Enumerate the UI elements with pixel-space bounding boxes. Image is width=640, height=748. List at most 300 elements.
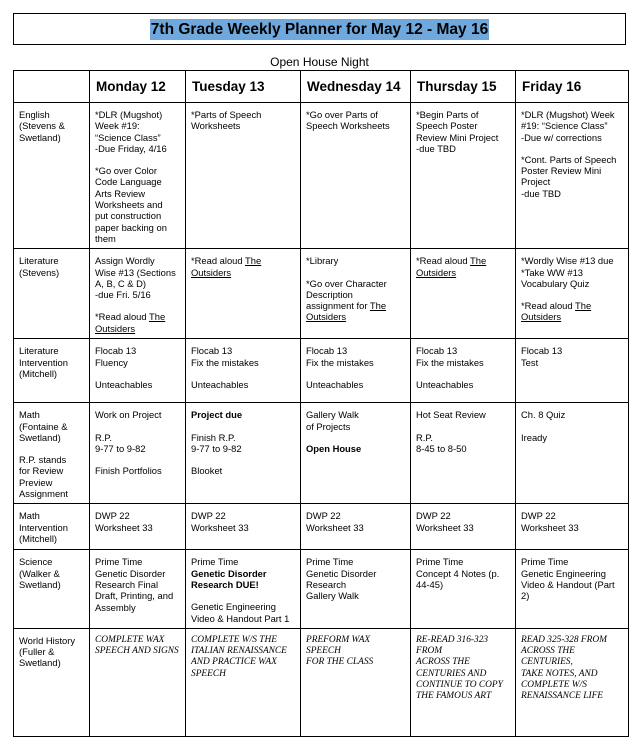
subject-row xyxy=(14,504,629,550)
assignment-text: -due Fri. 5/16 xyxy=(95,289,151,301)
line-gap xyxy=(191,368,295,379)
assignment-text: Assembly xyxy=(95,601,136,613)
subject-label-line: for Review xyxy=(19,465,64,477)
underlined-title: Outsiders xyxy=(306,311,347,323)
assignment-text: COMPLETE W/S THE xyxy=(191,634,277,645)
assignment-line xyxy=(191,109,295,120)
assignment-line xyxy=(521,357,623,368)
assignment-line xyxy=(521,154,623,165)
assignment-text: Video & Handout (Part xyxy=(521,578,615,590)
subject-label-line: (Stevens) xyxy=(19,266,60,278)
assignment-line xyxy=(306,278,405,289)
assignment-text: Project xyxy=(521,176,551,188)
day-header: Monday 12 xyxy=(90,71,186,103)
assignment-text: Research xyxy=(306,578,347,590)
assignment-line xyxy=(191,657,295,668)
planner-body xyxy=(14,103,629,737)
subject-label-line: Swetland) xyxy=(19,131,61,143)
subject-label-line: (Fuller & xyxy=(19,646,55,658)
assignment-line xyxy=(95,635,180,646)
assignment-line xyxy=(521,522,623,533)
assignment-line xyxy=(306,568,405,579)
assignment-line xyxy=(95,602,180,613)
assignment-line xyxy=(95,165,180,176)
assignment-text: Genetic Engineering xyxy=(191,601,276,613)
assignment-cell xyxy=(90,103,186,249)
assignment-cell xyxy=(516,103,629,249)
assignment-text: Ch. 8 Quiz xyxy=(521,409,566,421)
underlined-title: Outsiders xyxy=(521,311,562,323)
assignment-line xyxy=(95,199,180,210)
assignment-line xyxy=(306,579,405,590)
assignment-line xyxy=(416,345,510,356)
line-gap xyxy=(95,421,180,432)
assignment-text: Description xyxy=(306,288,353,300)
assignment-line xyxy=(416,691,510,702)
assignment-line xyxy=(95,409,180,420)
assignment-line xyxy=(95,267,180,278)
assignment-line xyxy=(95,432,180,443)
assignment-line xyxy=(521,510,623,521)
underlined-title: The xyxy=(575,300,592,312)
assignment-text: Prime Time xyxy=(306,556,354,568)
line-gap xyxy=(521,143,623,154)
assignment-line xyxy=(306,109,405,120)
assignment-line xyxy=(416,669,510,680)
assignment-cell xyxy=(411,504,516,550)
assignment-text: Poster Review Mini xyxy=(521,165,602,177)
assignment-line xyxy=(95,646,180,657)
assignment-text: *Cont. Parts of Speech xyxy=(521,153,617,165)
subject-label-line: Literature xyxy=(19,255,59,267)
assignment-line xyxy=(416,579,510,590)
line-gap xyxy=(521,421,623,432)
assignment-line xyxy=(521,432,623,443)
subject-label-line: Swetland) xyxy=(19,578,61,590)
assignment-line xyxy=(191,345,295,356)
assignment-text: Flocab 13 xyxy=(416,345,458,357)
assignment-text: 9-77 to 9-82 xyxy=(191,442,242,454)
assignment-line xyxy=(521,311,623,322)
bold-text: Project due xyxy=(191,409,243,421)
subject-label-line: (Stevens & xyxy=(19,120,65,132)
assignment-text: DWP 22 xyxy=(191,510,226,522)
day-header: Wednesday 14 xyxy=(301,71,411,103)
subject-label-line: Math xyxy=(19,409,40,421)
assignment-text: READ 325-328 FROM xyxy=(521,634,607,645)
line-gap xyxy=(306,267,405,278)
assignment-cell xyxy=(301,550,411,628)
assignment-text: Genetic Disorder xyxy=(306,567,377,579)
assignment-text: FOR THE CLASS xyxy=(306,657,374,668)
subject-label-line: Science xyxy=(19,556,53,568)
weekly-planner-table xyxy=(13,70,629,737)
assignment-line xyxy=(306,345,405,356)
subject-label-line: Swetland) xyxy=(19,431,61,443)
assignment-text: *Go over Parts of xyxy=(306,109,378,120)
line-gap xyxy=(306,432,405,443)
assignment-line xyxy=(191,267,295,278)
assignment-line xyxy=(191,465,295,476)
assignment-text: Draft, Printing, and xyxy=(95,590,174,602)
assignment-line xyxy=(521,635,623,646)
assignment-text: put construction xyxy=(95,210,162,222)
assignment-text: Unteachables xyxy=(416,378,474,390)
assignment-text: Prime Time xyxy=(521,556,569,568)
assignment-cell xyxy=(90,504,186,550)
assignment-line xyxy=(306,357,405,368)
subject-label-line: Literature xyxy=(19,345,59,357)
line-gap xyxy=(191,590,295,601)
assignment-text: Arts Review xyxy=(95,187,146,199)
assignment-text: *Wordly Wise #13 due xyxy=(521,255,614,267)
assignment-text: *Read aloud xyxy=(95,311,150,323)
assignment-cell xyxy=(90,628,186,736)
assignment-line xyxy=(191,120,295,131)
title-box xyxy=(13,13,626,45)
assignment-text: Work on Project xyxy=(95,409,162,421)
assignment-line xyxy=(416,357,510,368)
assignment-text: -due TBD xyxy=(416,142,456,154)
assignment-cell xyxy=(411,103,516,249)
subject-label-line: R.P. stands xyxy=(19,454,67,466)
assignment-text: Worksheets xyxy=(191,120,241,132)
assignment-line xyxy=(191,601,295,612)
assignment-text: -due TBD xyxy=(521,187,561,199)
assignment-line xyxy=(95,109,180,120)
subject-label-line: Intervention xyxy=(19,521,68,533)
assignment-text: Fix the mistakes xyxy=(306,356,374,368)
assignment-line xyxy=(95,323,180,334)
assignment-line xyxy=(191,255,295,266)
underlined-title: Outsiders xyxy=(95,322,136,334)
assignment-line xyxy=(306,556,405,567)
underlined-title: Outsiders xyxy=(416,266,457,278)
assignment-line xyxy=(306,590,405,601)
assignment-line xyxy=(306,289,405,300)
subject-label-line: (Fontaine & xyxy=(19,420,68,432)
line-gap xyxy=(95,154,180,165)
assignment-line xyxy=(95,255,180,266)
assignment-line xyxy=(191,568,295,579)
assignment-line xyxy=(416,379,510,390)
assignment-text: Review Mini Project xyxy=(416,131,499,143)
underlined-title: The xyxy=(149,311,166,323)
assignment-text: RENAISSANCE LIFE xyxy=(521,691,604,702)
assignment-line xyxy=(95,579,180,590)
assignment-cell xyxy=(90,339,186,403)
assignment-line xyxy=(521,176,623,187)
subject-cell xyxy=(14,628,90,736)
assignment-line xyxy=(191,357,295,368)
assignment-cell xyxy=(186,103,301,249)
subject-label-line: Preview xyxy=(19,476,53,488)
subject-label-line: (Mitchell) xyxy=(19,367,58,379)
subject-row xyxy=(14,103,629,249)
assignment-text: Blooket xyxy=(191,465,223,477)
assignment-text: COMPLETE W/S xyxy=(521,680,587,691)
subject-row xyxy=(14,628,629,736)
assignment-line xyxy=(306,300,405,311)
assignment-text: *Library xyxy=(306,255,339,267)
assignment-line xyxy=(95,568,180,579)
assignment-line xyxy=(521,255,623,266)
assignment-line xyxy=(95,357,180,368)
assignment-line xyxy=(306,510,405,521)
assignment-text: Speech Worksheets xyxy=(306,120,390,132)
assignment-cell xyxy=(411,628,516,736)
assignment-text: 2) xyxy=(521,590,530,602)
assignment-line xyxy=(95,278,180,289)
assignment-text: AND PRACTICE WAX xyxy=(191,657,277,668)
assignment-text: Flocab 13 xyxy=(95,345,137,357)
assignment-line xyxy=(416,120,510,131)
assignment-line xyxy=(191,409,295,420)
assignment-text: A, B, C & D) xyxy=(95,277,147,289)
page-title: 7th Grade Weekly Planner for May 12 - May 16 xyxy=(150,20,489,38)
assignment-text: CONTINUE TO COPY xyxy=(416,680,503,691)
assignment-line xyxy=(521,278,623,289)
assignment-cell xyxy=(516,504,629,550)
assignment-text: 44-45) xyxy=(416,578,444,590)
assignment-line xyxy=(95,590,180,601)
assignment-line xyxy=(306,522,405,533)
assignment-text: Prime Time xyxy=(416,556,464,568)
assignment-cell xyxy=(301,403,411,504)
subject-row xyxy=(14,550,629,628)
assignment-text: *Go over Character xyxy=(306,277,387,289)
assignment-text: THE FAMOUS ART xyxy=(416,691,492,702)
assignment-cell xyxy=(186,339,301,403)
assignment-line xyxy=(521,568,623,579)
assignment-text: *Read aloud xyxy=(416,255,471,267)
assignment-line xyxy=(191,635,295,646)
line-gap xyxy=(95,454,180,465)
assignment-text: Assign Wordly xyxy=(95,255,155,267)
assignment-line xyxy=(521,579,623,590)
assignment-line xyxy=(95,188,180,199)
underlined-title: The xyxy=(245,255,262,267)
assignment-cell xyxy=(186,550,301,628)
assignment-cell xyxy=(301,249,411,339)
assignment-line xyxy=(191,646,295,657)
assignment-text: Wise #13 (Sections xyxy=(95,266,176,278)
assignment-line xyxy=(416,409,510,420)
assignment-cell xyxy=(301,504,411,550)
assignment-text: Test xyxy=(521,356,539,368)
line-gap xyxy=(416,368,510,379)
assignment-text: SPEECH AND SIGNS xyxy=(95,646,179,657)
assignment-line xyxy=(306,311,405,322)
assignment-line xyxy=(416,556,510,567)
assignment-line xyxy=(416,635,510,658)
assignment-line xyxy=(521,188,623,199)
assignment-line xyxy=(521,120,623,131)
assignment-line xyxy=(416,109,510,120)
assignment-text: -Due Friday, 4/16 xyxy=(95,142,167,154)
assignment-text: Flocab 13 xyxy=(521,345,563,357)
assignment-text: R.P. xyxy=(416,431,434,443)
subject-label-line: English xyxy=(19,109,50,120)
assignment-text: Flocab 13 xyxy=(306,345,348,357)
assignment-line xyxy=(521,556,623,567)
assignment-line xyxy=(95,222,180,233)
assignment-text: DWP 22 xyxy=(521,510,556,522)
assignment-cell xyxy=(186,504,301,550)
subject-cell xyxy=(14,504,90,550)
subject-cell xyxy=(14,103,90,249)
line-gap xyxy=(191,454,295,465)
assignment-text: RE-READ 316-323 FROM xyxy=(416,634,489,657)
assignment-text: Worksheet 33 xyxy=(416,521,474,533)
subject-cell xyxy=(14,339,90,403)
assignment-text: Fix the mistakes xyxy=(191,356,259,368)
line-gap xyxy=(191,421,295,432)
assignment-text: Video & Handout Part 1 xyxy=(191,612,290,624)
assignment-text: Concept 4 Notes (p. xyxy=(416,567,500,579)
assignment-line xyxy=(306,409,405,420)
assignment-text: ACROSS THE CENTURIES, xyxy=(521,646,575,668)
subject-label-line: Assignment xyxy=(19,488,68,500)
assignment-text: *Read aloud xyxy=(521,300,576,312)
assignment-cell xyxy=(301,628,411,736)
assignment-cell xyxy=(411,249,516,339)
assignment-line xyxy=(416,132,510,143)
assignment-text: Worksheet 33 xyxy=(521,521,579,533)
day-header: Tuesday 13 xyxy=(186,71,301,103)
assignment-cell xyxy=(186,403,301,504)
assignment-line xyxy=(95,510,180,521)
assignment-text: ITALIAN RENAISSANCE xyxy=(191,646,287,657)
assignment-text: *Begin Parts of xyxy=(416,109,479,120)
assignment-line xyxy=(416,657,510,668)
assignment-text: Fix the mistakes xyxy=(416,356,484,368)
assignment-line xyxy=(95,176,180,187)
assignment-line xyxy=(521,132,623,143)
assignment-text: SPEECH xyxy=(191,668,226,679)
line-gap xyxy=(521,289,623,300)
assignment-text: Fluency xyxy=(95,356,128,368)
assignment-text: #19: “Science Class” xyxy=(521,120,608,132)
assignment-text: Gallery Walk xyxy=(306,590,359,602)
assignment-text: them xyxy=(95,232,116,244)
assignment-line xyxy=(191,579,295,590)
assignment-text: Genetic Disorder xyxy=(95,567,166,579)
assignment-line xyxy=(521,680,623,691)
assignment-line xyxy=(191,510,295,521)
assignment-line xyxy=(95,132,180,143)
assignment-cell xyxy=(90,550,186,628)
assignment-text: 9-77 to 9-82 xyxy=(95,442,146,454)
assignment-cell xyxy=(301,103,411,249)
assignment-text: Unteachables xyxy=(95,378,153,390)
header-corner xyxy=(14,71,90,103)
assignment-text: Finish Portfolios xyxy=(95,465,162,477)
assignment-text: DWP 22 xyxy=(416,510,451,522)
assignment-cell xyxy=(411,339,516,403)
underlined-title: The xyxy=(369,300,387,312)
assignment-line xyxy=(416,522,510,533)
assignment-text: Unteachables xyxy=(191,378,249,390)
assignment-line xyxy=(95,233,180,244)
line-gap xyxy=(95,300,180,311)
assignment-text: Gallery Walk xyxy=(306,409,359,421)
line-gap xyxy=(416,421,510,432)
assignment-line xyxy=(306,421,405,432)
assignment-text: R.P. xyxy=(95,431,113,443)
assignment-line xyxy=(191,379,295,390)
assignment-line xyxy=(416,680,510,691)
assignment-cell xyxy=(516,339,629,403)
assignment-line xyxy=(521,691,623,702)
assignment-text: *DLR (Mugshot) Week xyxy=(521,109,615,120)
assignment-line xyxy=(521,590,623,601)
assignment-text: paper backing on xyxy=(95,221,167,233)
assignment-line xyxy=(521,300,623,311)
assignment-cell xyxy=(516,403,629,504)
assignment-text: *Parts of Speech xyxy=(191,109,262,120)
assignment-text: ACROSS THE xyxy=(416,657,470,668)
assignment-cell xyxy=(301,339,411,403)
assignment-text: Unteachables xyxy=(306,378,364,390)
assignment-text: Week #19: xyxy=(95,120,140,132)
assignment-line xyxy=(95,120,180,131)
assignment-line xyxy=(95,465,180,476)
subject-label-line: World History xyxy=(19,634,76,646)
assignment-cell xyxy=(411,550,516,628)
assignment-line xyxy=(416,143,510,154)
header-row xyxy=(14,71,629,103)
assignment-line xyxy=(521,165,623,176)
assignment-line xyxy=(306,443,405,454)
assignment-line xyxy=(521,345,623,356)
assignment-line xyxy=(191,556,295,567)
assignment-text: COMPLETE WAX xyxy=(95,634,165,645)
assignment-text: Finish R.P. xyxy=(191,431,236,443)
assignment-text: Speech Poster xyxy=(416,120,478,132)
assignment-text: 8-45 to 8-50 xyxy=(416,442,467,454)
assignment-text: *DLR (Mugshot) xyxy=(95,109,163,120)
assignment-cell xyxy=(516,249,629,339)
assignment-line xyxy=(95,443,180,454)
assignment-text: DWP 22 xyxy=(306,510,341,522)
bold-text: Research DUE! xyxy=(191,578,259,590)
subject-row xyxy=(14,403,629,504)
assignment-text: Hot Seat Review xyxy=(416,409,486,421)
underlined-title: Outsiders xyxy=(191,266,232,278)
assignment-text: *Go over Color xyxy=(95,165,158,177)
assignment-line xyxy=(306,635,405,658)
assignment-line xyxy=(306,255,405,266)
assignment-text: assignment for xyxy=(306,300,370,312)
subject-label-line: (Mitchell) xyxy=(19,532,58,544)
assignment-cell xyxy=(516,628,629,736)
assignment-line xyxy=(191,669,295,680)
assignment-text: Prime Time xyxy=(191,556,239,568)
bold-text: Genetic Disorder xyxy=(191,567,267,579)
assignment-line xyxy=(521,109,623,120)
assignment-line xyxy=(95,345,180,356)
assignment-line xyxy=(306,657,405,668)
underlined-title: The xyxy=(470,255,487,267)
assignment-line xyxy=(416,432,510,443)
assignment-line xyxy=(191,613,295,624)
assignment-text: of Projects xyxy=(306,420,351,432)
assignment-text: PREFORM WAX SPEECH xyxy=(306,634,371,657)
assignment-line xyxy=(191,522,295,533)
assignment-line xyxy=(306,120,405,131)
assignment-line xyxy=(416,510,510,521)
